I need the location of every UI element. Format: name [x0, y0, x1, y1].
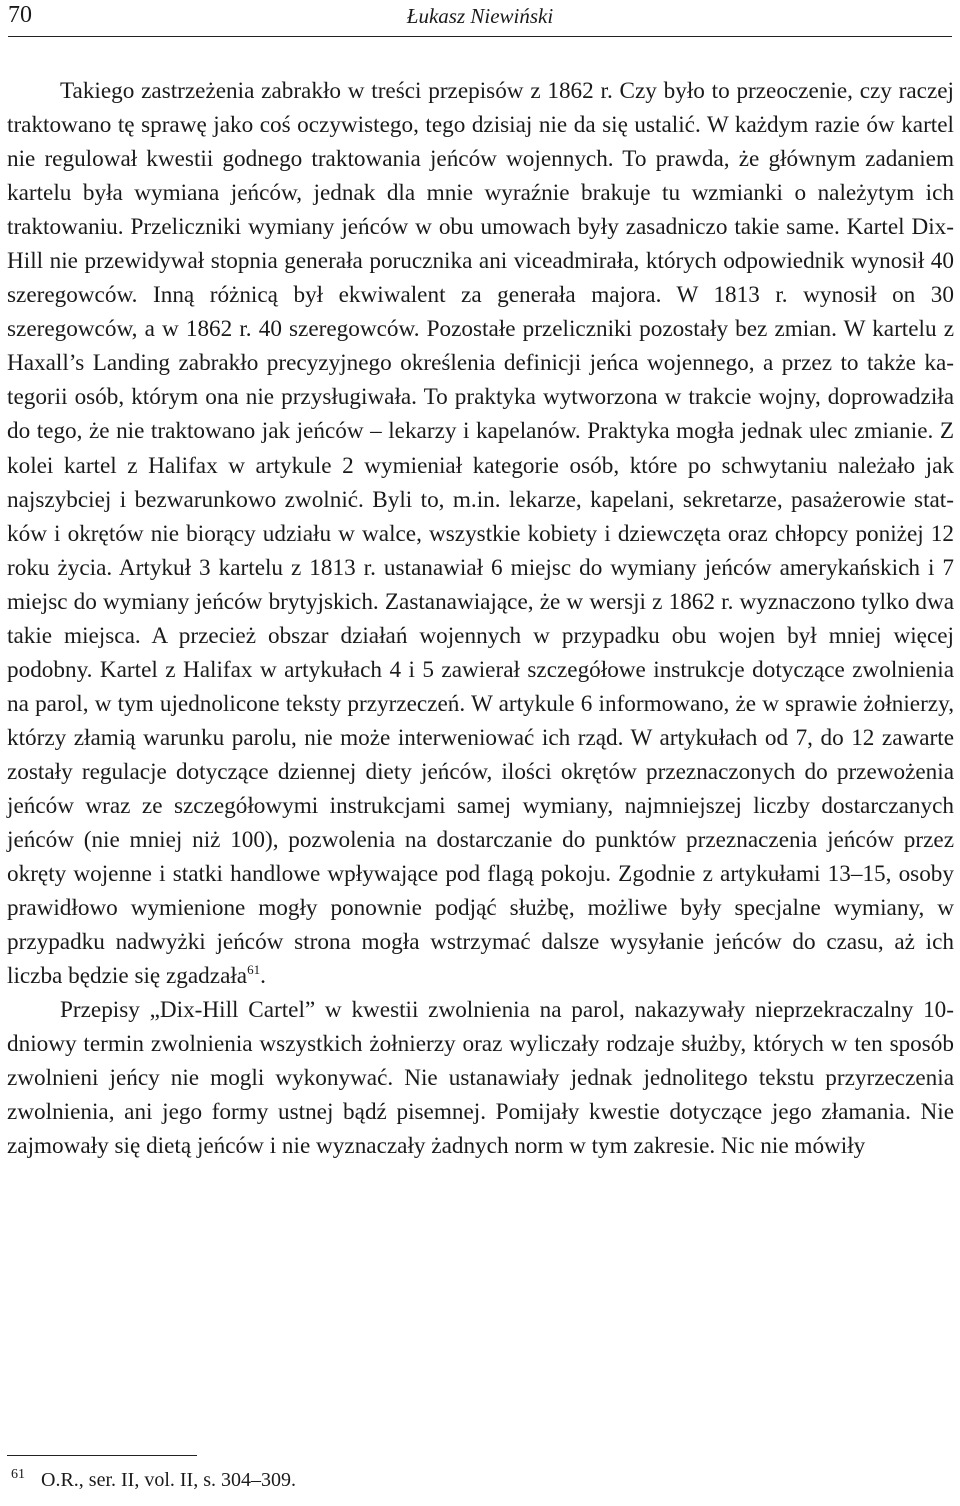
footnote: 61 O.R., ser. II, vol. II, s. 304–309.: [11, 1467, 296, 1491]
footnote-text: O.R., ser. II, vol. II, s. 304–309.: [41, 1469, 296, 1491]
page-header: [8, 0, 952, 37]
paragraph: [7, 74, 954, 993]
footnote-separator: [7, 1455, 197, 1456]
paragraph-text-end: .: [260, 963, 266, 990]
footnote-reference[interactable]: 61: [247, 962, 261, 978]
paragraph-text: Takiego zastrzeżenia zabrakło w treści przepisów z 1862 r. Czy było to przeoczenie, czy raczej traktowano tę sprawę jako coś oczywistego, tego dzisiaj nie da się ustalić. W każdym razie ów kartel nie regulował kwestii godnego traktowania jeńców wojennych. To prawda, że głównym zadaniem kartelu była wymiana jeńców, jednak dla mnie wyraźnie brakuje tu wzmianki o należytym ich traktowaniu. Przeliczniki wymiany jeńców w obu umowach były zasadniczo takie same. Kartel Dix-Hill nie przewidywał stopnia generała porucznika ani viceadmirała, których odpowiednik wynosił 40 szeregowców. Inną różnicą był ekwiwalent za generała majora. W 1813 r. wynosił on 30 szeregowców, a w 1862 r. 40 szeregowców. Pozostałe przeliczniki pozostały bez zmian. W kartelu z Haxall’s Landing zabrakło precyzyjnego określenia definicji jeńca wojennego, a przez to także kategorii osób, którym ona nie przysługiwała. To praktyka wytworzona w trakcie wojny, doprowadziła do tego, że nie traktowano jak jeńców – lekarzy i kapelanów. Praktyka mogła jednak ulec zmianie. Z kolei kartel z Halifax w artykule 2 wymieniał kategorie osób, które po schwytaniu należało jak najszybciej i bezwarunkowo zwolnić. Byli to, m.in. lekarze, kapelani, sekretarze, pasażerowie statków i okrętów nie biorący udziału w walce, wszystkie kobiety i dziewczęta oraz chłopcy poniżej 12 roku życia. Artykuł 3 kartelu z 1813 r. ustanawiał 6 miejsc do wymiany jeńców amerykańskich i 7 miejsc do wymiany jeńców brytyjskich. Zastanawiające, że w wersji z 1862 r. wyznaczono tylko dwa takie miejsca. A przecież obszar działań wojennych w przypadku obu wojen był mniej więcej podobny. Kartel z Halifax w artykułach 4 i 5 zawierał szczegółowe instrukcje dotyczące zwolnienia na parol, w tym ujednolicone teksty przyrzeczeń. W artykule 6 informowano, że w sprawie żołnierzy, którzy złamią warunku parolu, nie może interweniować ich rząd. W artykułach od 7, do 12 zawarte zostały regulacje dotyczące dziennej diety jeńców, ilości okrętów przeznaczonych do przewożenia jeńców wraz ze szczegółowymi instrukcjami samej wymiany, najmniejszej liczby dostarczanych jeńców (nie mniej niż 100), pozwolenia na dostarczanie do punktów przeznaczenia jeńców przez okręty wojenne i statki handlowe wpływające pod flagą pokoju. Zgodnie z artykułami 13–15, osoby prawidłowo wymienione mogły ponownie podjąć służbę, możliwe były specjalne wymiany, w przypadku nadwyżki jeńców strona mogła wstrzymać dalsze wysyłanie jeńców do czasu, aż ich liczba będzie się zgadzała: [7, 78, 954, 990]
page-number: 70: [8, 2, 32, 28]
paragraph: [7, 993, 954, 1163]
paragraph-text: Przepisy „Dix-Hill Cartel” w kwestii zwolnienia na parol, nakazywały nieprzekraczalny 10-dniowy termin zwolnienia wszystkich żołnierzy oraz wyliczały rodzaje służby, których w ten sposób zwolnieni jeńcy nie mogli wykonywać. Nie ustanawiały jednak jednolitego tekstu przyrzeczenia zwolnienia, ani jego formy ustnej bądź pisemnej. Pomijały kwestie dotyczące jego złamania. Nie zajmowały się dietą jeńców i nie wyznaczały żadnych norm w tym zakresie. Nic nie mówiły: [7, 997, 954, 1160]
body-text: [7, 74, 954, 1164]
running-head: Łukasz Niewiński: [406, 4, 554, 28]
